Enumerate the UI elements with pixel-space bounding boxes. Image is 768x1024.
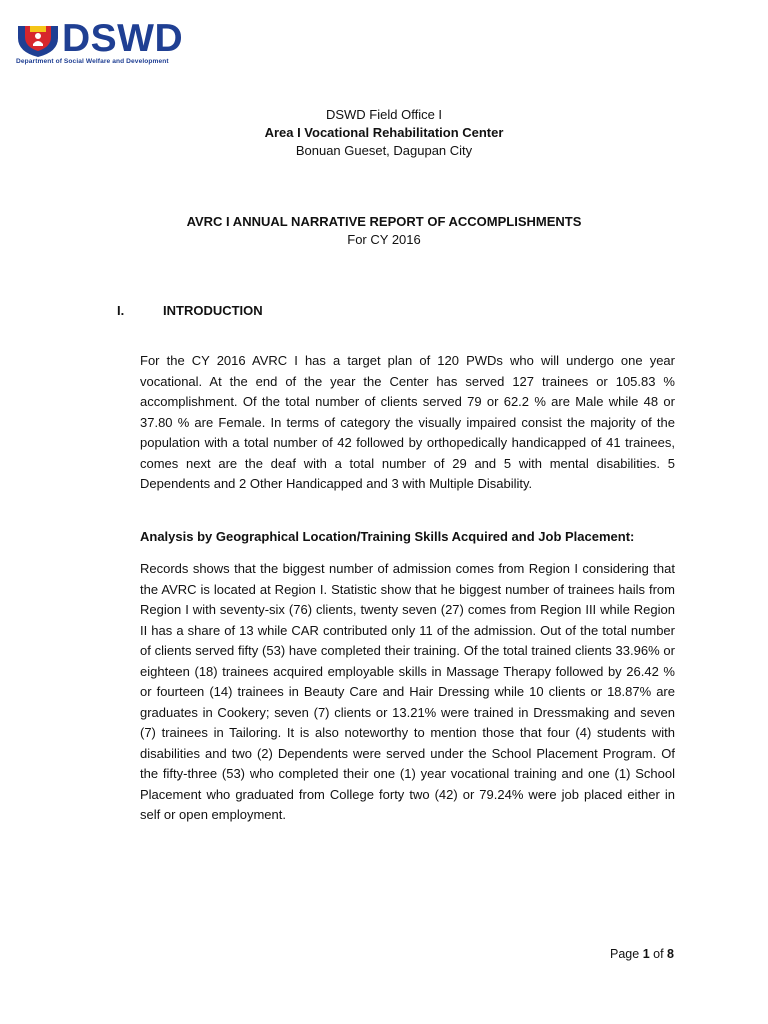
intro-paragraph: For the CY 2016 AVRC I has a target plan of 120 PWDs who will undergo one year vocational. At the end of the year the Center has served 127 trainees or 105.83 % accomplishment. Of the total number of clients served 79 or 62.2 % are Male while 48 or 37.80 % are Female. In terms of category the visually impaired consist the majority of the population with a total number of 42 followed by orthopedically handicapped of 41 trainees, comes next are the deaf with a total number of 29 and 5 with mental disabilities. 5 Dependents and 2 Other Handicapped and 3 with Multiple Disability.	[140, 353, 675, 491]
center-name: Area I Vocational Rehabilitation Center	[264, 125, 504, 140]
dswd-emblem-icon	[16, 22, 60, 58]
section-title: INTRODUCTION	[163, 303, 263, 318]
page-label: Page	[610, 947, 640, 961]
page-of-label: of	[653, 947, 664, 961]
page-current: 1	[642, 947, 650, 961]
page-footer	[610, 946, 674, 962]
analysis-heading: Analysis by Geographical Location/Training Skills Acquired and Job Placement:	[140, 529, 635, 544]
report-title: AVRC I ANNUAL NARRATIVE REPORT OF ACCOMPLISHMENTS	[186, 214, 582, 229]
office-name: DSWD Field Office I	[325, 107, 443, 122]
logo-subtitle: Department of Social Welfare and Development	[16, 58, 169, 65]
logo-wordmark: DSWD	[62, 17, 184, 60]
analysis-paragraph: Records shows that the biggest number of admission comes from Region I considering that the AVRC is located at Region I. Statistic show that he biggest number of trainees hails from Region I with seventy-six (76) clients, twenty seven (27) comes from Region III while Region II has a share of 13 while CAR contributed only 11 of the admission. Out of the total number of clients served fifty (53) have completed their training. Of the total trained clients 33.96% or eighteen (18) trainees acquired employable skills in Massage Therapy followed by 26.42 % or fourteen (14) trainees in Beauty Care and Hair Dressing while 10 clients or 18.87% are graduates in Cookery; seven (7) clients or 13.21% were trained in Dressmaking and seven (7) trainees in Tailoring. It is also noteworthy to mention those that four (4) students with disabilities and two (2) Dependents were served under the School Placement Program. Of the fifty-three (53) who completed their one (1) year vocational training and one (1) School Placement who graduated from College forty two (42) or 79.24% were job placed either in self or open employment.	[140, 561, 675, 822]
dswd-logo	[16, 17, 188, 70]
page-total: 8	[667, 947, 674, 961]
address: Bonuan Gueset, Dagupan City	[295, 143, 473, 158]
report-period: For CY 2016	[347, 232, 421, 247]
section-number: I.	[117, 303, 125, 318]
